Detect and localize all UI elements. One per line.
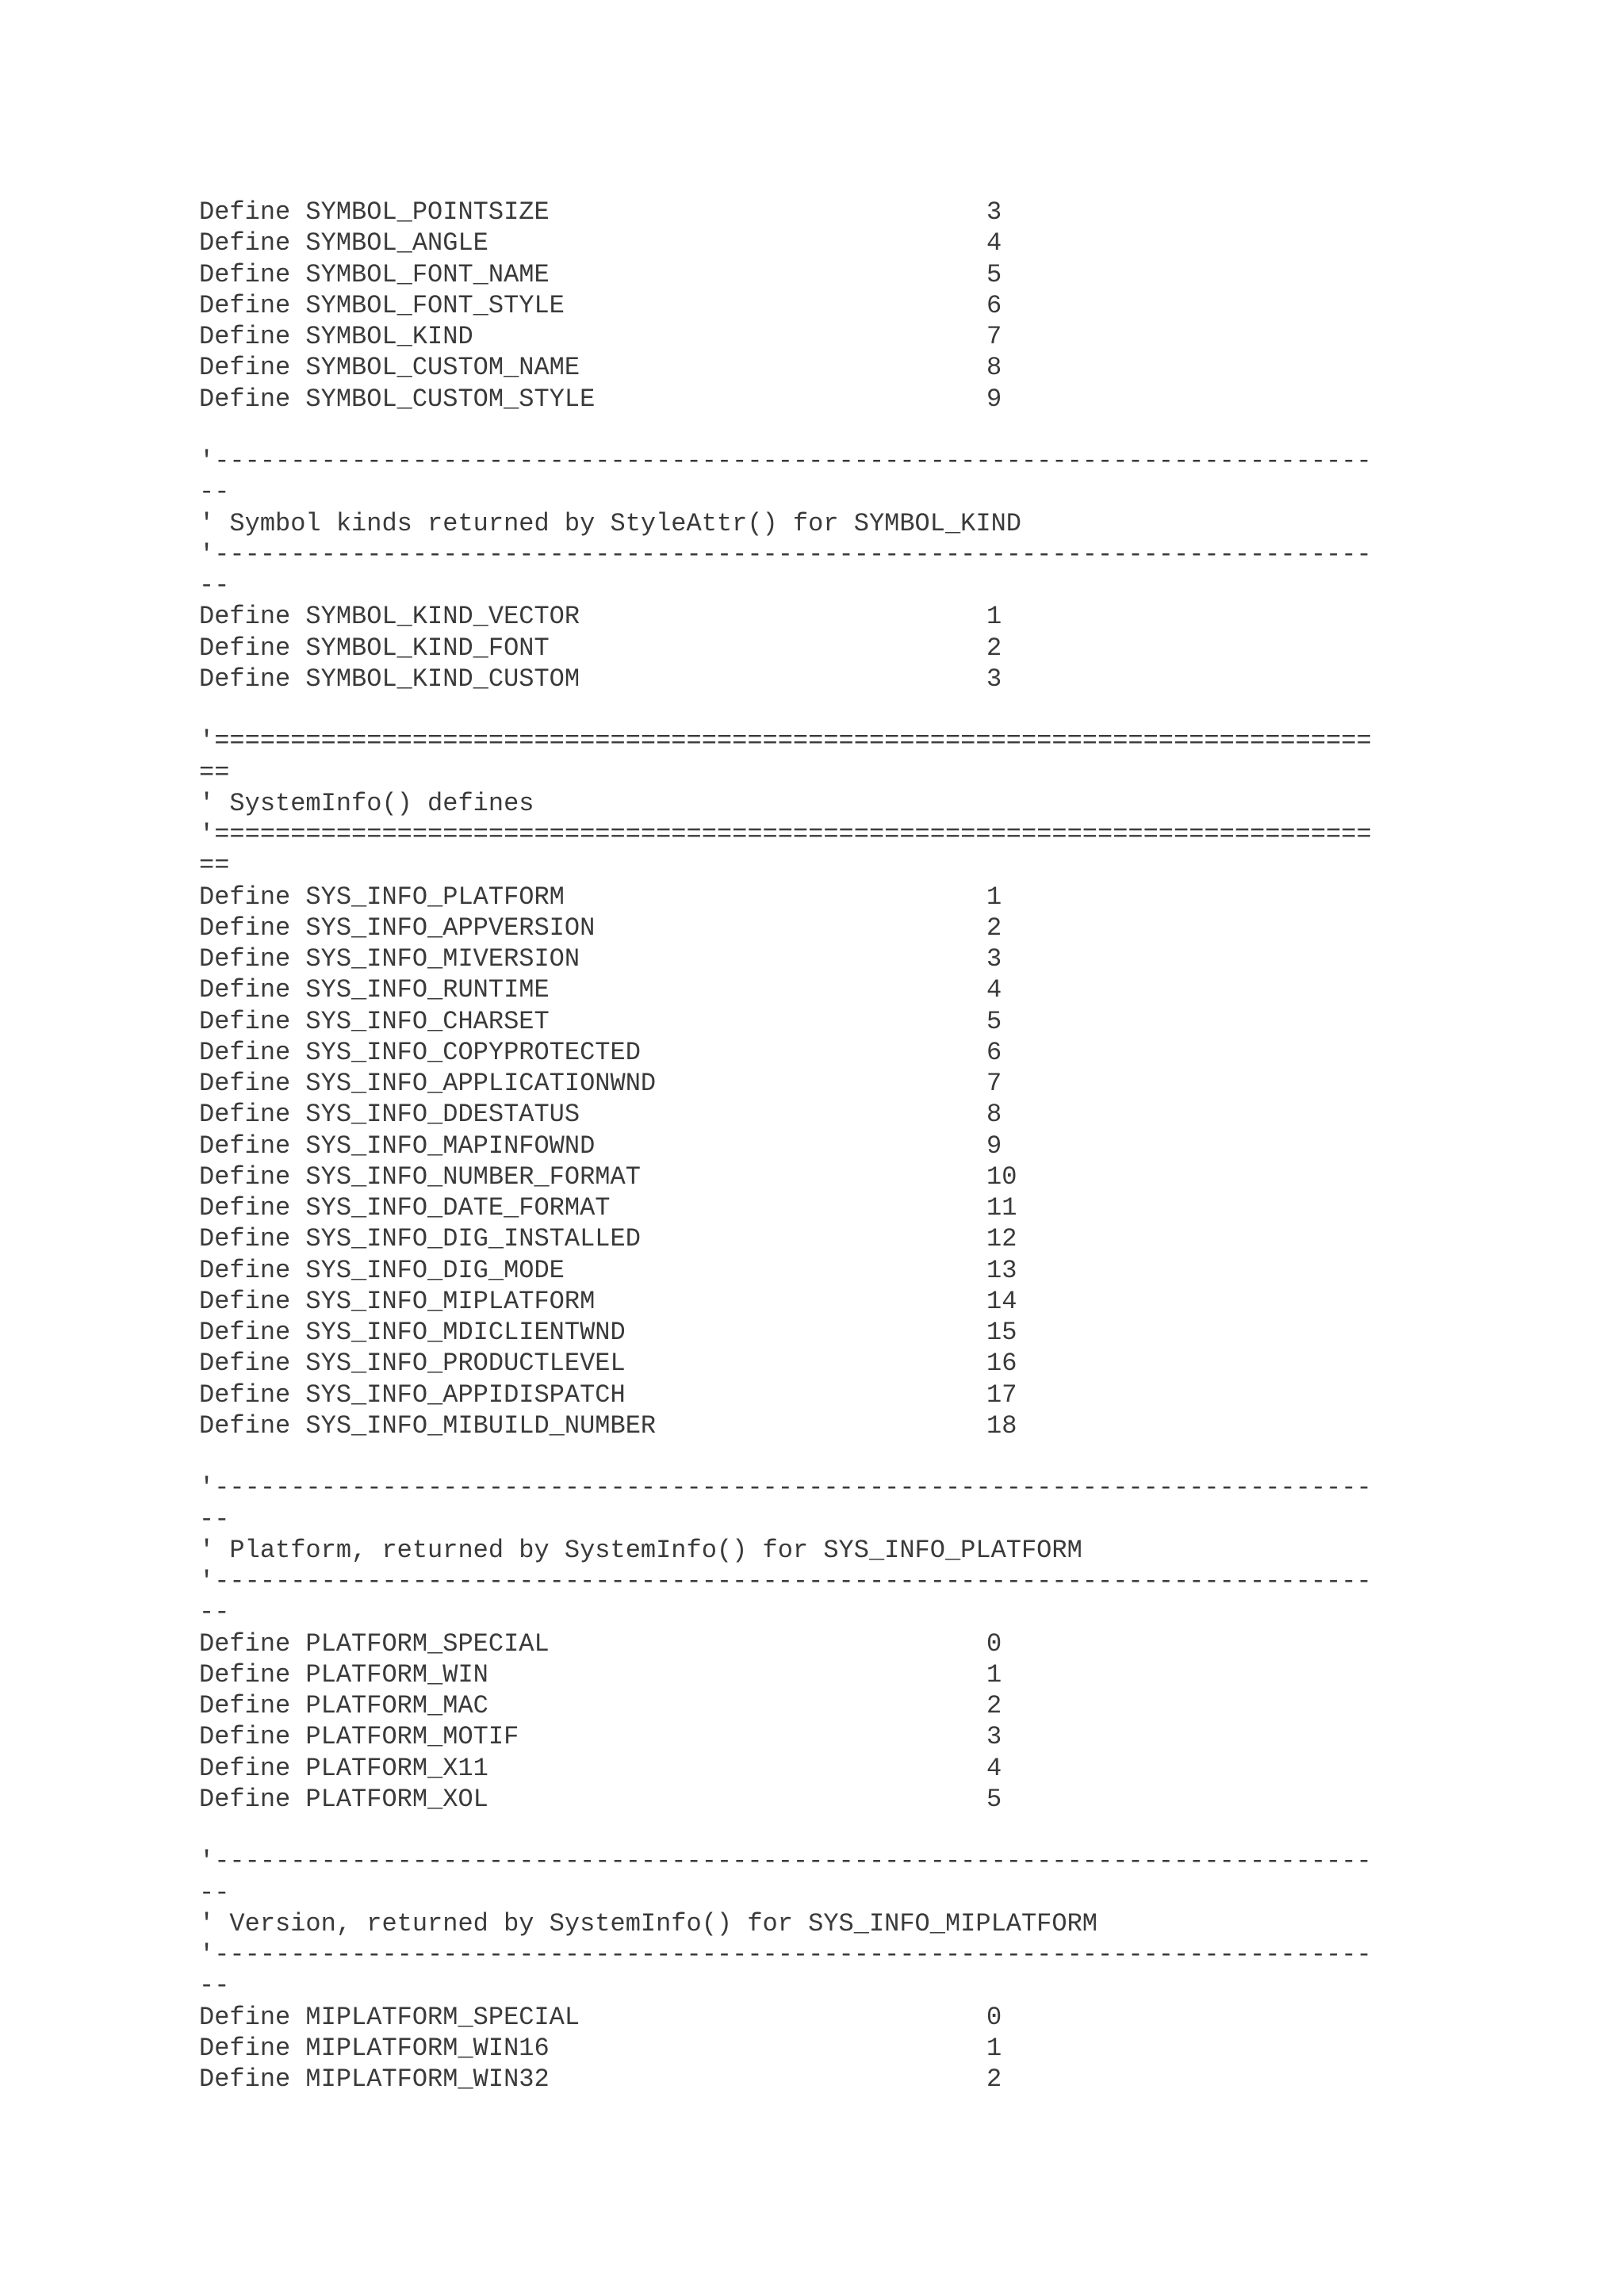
constant-value: 7 (986, 1069, 1002, 1098)
define-keyword: Define (199, 1691, 291, 1720)
constant-name: SYS_INFO_RUNTIME (305, 975, 550, 1005)
define-keyword: Define (199, 1784, 291, 1814)
constant-value: 3 (986, 197, 1002, 227)
define-line (199, 197, 1436, 228)
comment-rule-line: '---------------------------------------------------------------------------- (199, 446, 1372, 476)
constant-name: SYS_INFO_COPYPROTECTED (305, 1037, 641, 1067)
constant-name: SYS_INFO_MIVERSION (305, 944, 580, 974)
define-declaration (199, 352, 986, 383)
define-keyword: Define (199, 353, 291, 383)
constant-value: 9 (986, 1131, 1002, 1161)
constant-name: SYMBOL_FONT_NAME (305, 259, 550, 289)
constant-name: SYS_INFO_CHARSET (305, 1006, 550, 1036)
constant-name: SYMBOL_FONT_STYLE (305, 290, 565, 320)
define-line (199, 974, 1436, 1005)
comment-rule-line: -- (199, 1971, 230, 2001)
constant-value: 18 (986, 1410, 1017, 1441)
define-keyword: Define (199, 1006, 291, 1036)
define-keyword: Define (199, 1410, 291, 1441)
define-declaration (199, 1628, 986, 1659)
define-declaration (199, 1099, 986, 1130)
constant-name: SYMBOL_ANGLE (305, 228, 488, 258)
define-line (199, 1223, 1436, 1254)
constant-value: 15 (986, 1318, 1017, 1347)
constant-name: MIPLATFORM_WIN32 (305, 2064, 550, 2094)
constant-value: 2 (986, 913, 1002, 943)
define-line (199, 1068, 1436, 1099)
define-line (199, 384, 1436, 415)
define-declaration (199, 913, 986, 943)
constant-name: SYMBOL_KIND (305, 322, 473, 351)
define-declaration (199, 1410, 986, 1441)
constant-name: SYS_INFO_APPVERSION (305, 913, 596, 943)
define-keyword: Define (199, 1380, 291, 1410)
comment-rule-line: -- (199, 477, 230, 507)
comment-rule-line: -- (199, 1877, 230, 1908)
constant-value: 2 (986, 1691, 1002, 1720)
constant-name: SYMBOL_KIND_FONT (305, 633, 550, 663)
constant-value: 1 (986, 2033, 1002, 2063)
define-line (199, 1348, 1436, 1379)
define-keyword: Define (199, 1037, 291, 1067)
blank-line (199, 1815, 1436, 1846)
define-line (199, 601, 1436, 632)
constant-value: 0 (986, 2002, 1002, 2032)
define-line (199, 1410, 1436, 1441)
constant-name: SYS_INFO_APPLICATIONWND (305, 1069, 657, 1098)
comment-rule-line: '---------------------------------------------------------------------------- (199, 1940, 1372, 1969)
define-line (199, 1037, 1436, 1068)
constant-name: PLATFORM_X11 (305, 1753, 488, 1783)
comment-rule-line: -- (199, 1504, 230, 1534)
define-declaration (199, 882, 986, 913)
constant-value: 10 (986, 1161, 1017, 1192)
constant-value: 2 (986, 2064, 1002, 2094)
constant-name: PLATFORM_XOL (305, 1784, 488, 1814)
define-declaration (199, 2033, 986, 2064)
define-declaration (199, 1784, 986, 1815)
define-keyword: Define (199, 1722, 291, 1752)
define-keyword: Define (199, 2002, 291, 2032)
define-keyword: Define (199, 664, 291, 694)
define-line (199, 913, 1436, 943)
comment-rule-line: == (199, 757, 230, 787)
constant-value: 4 (986, 1753, 1002, 1783)
constant-value: 14 (986, 1286, 1017, 1316)
define-declaration (199, 384, 986, 415)
constant-value: 9 (986, 384, 1002, 414)
define-keyword: Define (199, 1318, 291, 1347)
comment-rule-line: '============================================================================ (199, 726, 1372, 756)
define-line (199, 2064, 1436, 2095)
define-line (199, 1286, 1436, 1317)
define-line (199, 1131, 1436, 1161)
constant-value: 13 (986, 1255, 1017, 1285)
define-line (199, 1721, 1436, 1752)
define-declaration (199, 1131, 986, 1161)
define-declaration (199, 1380, 986, 1410)
constant-value: 7 (986, 322, 1002, 351)
blank-line (199, 1441, 1436, 1472)
define-declaration (199, 1690, 986, 1721)
define-keyword: Define (199, 882, 291, 912)
blank-line (199, 695, 1436, 725)
constant-name: MIPLATFORM_SPECIAL (305, 2002, 580, 2032)
constant-value: 4 (986, 228, 1002, 258)
constant-name: SYMBOL_POINTSIZE (305, 197, 550, 227)
define-declaration (199, 943, 986, 974)
define-keyword: Define (199, 322, 291, 351)
define-line (199, 1628, 1436, 1659)
define-line (199, 228, 1436, 258)
constant-value: 3 (986, 664, 1002, 694)
constant-name: SYS_INFO_MAPINFOWND (305, 1131, 596, 1161)
constant-name: SYS_INFO_DATE_FORMAT (305, 1193, 611, 1223)
constant-value: 1 (986, 602, 1002, 632)
define-keyword: Define (199, 975, 291, 1005)
define-line (199, 1753, 1436, 1784)
define-keyword: Define (199, 1069, 291, 1098)
constant-value: 17 (986, 1380, 1017, 1410)
define-keyword: Define (199, 290, 291, 320)
define-line (199, 1317, 1436, 1348)
code-listing (199, 197, 1436, 2095)
define-declaration (199, 1721, 986, 1752)
define-line (199, 1006, 1436, 1037)
define-keyword: Define (199, 1193, 291, 1223)
define-line (199, 1255, 1436, 1286)
comment-rule-line: '---------------------------------------------------------------------------- (199, 1846, 1372, 1877)
constant-name: SYS_INFO_DIG_MODE (305, 1255, 565, 1285)
define-keyword: Define (199, 2064, 291, 2094)
define-line (199, 882, 1436, 913)
constant-value: 11 (986, 1193, 1017, 1223)
define-declaration (199, 1317, 986, 1348)
constant-value: 5 (986, 259, 1002, 289)
constant-value: 6 (986, 290, 1002, 320)
define-line (199, 321, 1436, 352)
comment-rule-line: -- (199, 1598, 230, 1628)
define-keyword: Define (199, 944, 291, 974)
define-line (199, 2002, 1436, 2033)
section-comment-title: ' Version, returned by SystemInfo() for SYS_INFO_MIPLATFORM (199, 1908, 1097, 1938)
comment-rule-line: '---------------------------------------------------------------------------- (199, 539, 1372, 569)
define-declaration (199, 1068, 986, 1099)
define-declaration (199, 1255, 986, 1286)
constant-name: SYS_INFO_APPIDISPATCH (305, 1380, 626, 1410)
define-keyword: Define (199, 602, 291, 632)
define-declaration (199, 259, 986, 290)
constant-value: 3 (986, 944, 1002, 974)
constant-value: 1 (986, 882, 1002, 912)
define-keyword: Define (199, 259, 291, 289)
define-keyword: Define (199, 1286, 291, 1316)
comment-rule-line: '---------------------------------------------------------------------------- (199, 1473, 1372, 1503)
define-keyword: Define (199, 1628, 291, 1659)
constant-value: 12 (986, 1224, 1017, 1254)
define-declaration (199, 601, 986, 632)
section-comment-title: ' Symbol kinds returned by StyleAttr() for SYMBOL_KIND (199, 508, 1021, 538)
define-line (199, 1380, 1436, 1410)
constant-value: 6 (986, 1037, 1002, 1067)
define-keyword: Define (199, 1753, 291, 1783)
blank-line (199, 415, 1436, 446)
define-declaration (199, 197, 986, 228)
define-keyword: Define (199, 1659, 291, 1689)
define-keyword: Define (199, 1255, 291, 1285)
define-line (199, 352, 1436, 383)
define-declaration (199, 1286, 986, 1317)
constant-value: 8 (986, 353, 1002, 383)
define-keyword: Define (199, 913, 291, 943)
define-keyword: Define (199, 228, 291, 258)
define-line (199, 664, 1436, 695)
constant-value: 8 (986, 1100, 1002, 1130)
define-declaration (199, 1037, 986, 1068)
constant-name: SYMBOL_CUSTOM_STYLE (305, 384, 596, 414)
define-keyword: Define (199, 1224, 291, 1254)
define-declaration (199, 2002, 986, 2033)
constant-value: 3 (986, 1722, 1002, 1752)
define-declaration (199, 974, 986, 1005)
constant-name: SYS_INFO_PRODUCTLEVEL (305, 1349, 626, 1379)
define-keyword: Define (199, 384, 291, 414)
constant-name: PLATFORM_WIN (305, 1659, 488, 1689)
section-comment-title: ' SystemInfo() defines (199, 788, 534, 818)
define-declaration (199, 1192, 986, 1223)
define-keyword: Define (199, 1131, 291, 1161)
define-declaration (199, 1006, 986, 1037)
define-line (199, 633, 1436, 664)
define-keyword: Define (199, 1349, 291, 1379)
define-keyword: Define (199, 2033, 291, 2063)
define-keyword: Define (199, 197, 291, 227)
define-line (199, 290, 1436, 321)
define-declaration (199, 2064, 986, 2095)
define-declaration (199, 321, 986, 352)
define-declaration (199, 1753, 986, 1784)
comment-rule-line: == (199, 851, 230, 881)
define-line (199, 1690, 1436, 1721)
define-line (199, 1192, 1436, 1223)
comment-rule-line: -- (199, 571, 230, 600)
constant-value: 5 (986, 1006, 1002, 1036)
define-declaration (199, 1223, 986, 1254)
constant-value: 1 (986, 1659, 1002, 1689)
constant-name: SYS_INFO_DIG_INSTALLED (305, 1224, 641, 1254)
constant-name: SYS_INFO_PLATFORM (305, 882, 565, 912)
constant-name: PLATFORM_SPECIAL (305, 1628, 550, 1659)
define-line (199, 2033, 1436, 2064)
define-declaration (199, 290, 986, 321)
section-comment-title: ' Platform, returned by SystemInfo() for SYS_INFO_PLATFORM (199, 1535, 1082, 1565)
define-line (199, 1161, 1436, 1192)
define-declaration (199, 1659, 986, 1690)
comment-rule-line: '---------------------------------------------------------------------------- (199, 1567, 1372, 1596)
define-line (199, 1784, 1436, 1815)
define-declaration (199, 633, 986, 664)
constant-name: MIPLATFORM_WIN16 (305, 2033, 550, 2063)
constant-name: PLATFORM_MOTIF (305, 1722, 519, 1752)
define-declaration (199, 1161, 986, 1192)
constant-value: 0 (986, 1628, 1002, 1659)
constant-value: 4 (986, 975, 1002, 1005)
define-keyword: Define (199, 633, 291, 663)
constant-name: SYS_INFO_DDESTATUS (305, 1100, 580, 1130)
constant-name: SYS_INFO_MIPLATFORM (305, 1286, 596, 1316)
constant-name: SYS_INFO_NUMBER_FORMAT (305, 1161, 641, 1192)
define-line (199, 943, 1436, 974)
define-declaration (199, 664, 986, 695)
define-declaration (199, 228, 986, 258)
constant-value: 5 (986, 1784, 1002, 1814)
constant-name: SYMBOL_CUSTOM_NAME (305, 353, 580, 383)
constant-name: SYS_INFO_MIBUILD_NUMBER (305, 1410, 657, 1441)
constant-value: 16 (986, 1349, 1017, 1379)
constant-name: SYS_INFO_MDICLIENTWND (305, 1318, 626, 1347)
constant-name: SYMBOL_KIND_VECTOR (305, 602, 580, 632)
define-keyword: Define (199, 1100, 291, 1130)
define-declaration (199, 1348, 986, 1379)
comment-rule-line: '============================================================================ (199, 820, 1372, 849)
constant-name: SYMBOL_KIND_CUSTOM (305, 664, 580, 694)
constant-value: 2 (986, 633, 1002, 663)
define-line (199, 1099, 1436, 1130)
define-line (199, 1659, 1436, 1690)
constant-name: PLATFORM_MAC (305, 1691, 488, 1720)
define-keyword: Define (199, 1161, 291, 1192)
define-line (199, 259, 1436, 290)
